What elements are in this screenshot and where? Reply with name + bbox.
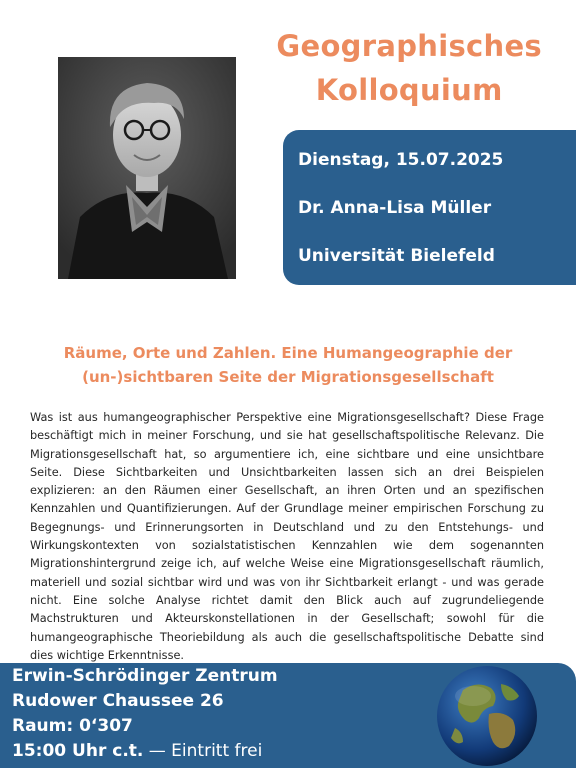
event-info-box xyxy=(283,130,576,285)
talk-title-line-2: (un-)sichtbaren Seite der Migrationsgesellschaft xyxy=(82,368,494,386)
venue-room: Raum: 0‘307 xyxy=(12,716,133,736)
venue-time-row xyxy=(12,741,262,761)
talk-abstract: Was ist aus humangeographischer Perspektive eine Migrationsgesellschaft? Diese Frage beschäftigt mich in meiner Forschung, und sie hat gesellschaftspolitische Relevanz. Die Migrationsgesellschaft hat, so argumentiere ich, eine sichtbare und eine unsichtbare Seite. Diese Sichtbarkeiten und Unsichtbarkeiten lassen sich an drei Beispielen explizieren: an den Räumen einer Gesellschaft, an ihren Orten und an spezifischen Kennzahlen und Quantifizierungen. Auf der Grundlage meiner empirischen Forschung zu Begegnungs- und Erinnerungsorten in Deutschland und zu den Entstehungs- und Wirkungskontexten von sozialstatistischen Kennzahlen wie dem sogenannten Migrationshintergrund zeige ich, auf welche Weise eine Migrationsgesellschaft räumlich, materiell und sozial sichtbar wird und was von ihr Sichtbarkeit erlangt - und was gerade nicht. Eine solche Analyse richtet damit den Blick auch auf zugrundeliegende Machstrukturen und Akteurskonstellationen in der Gesellschaft; sowohl für die humangeographische Theoriebildung als auch die gesellschaftspolitische Debatte sind dies wichtige Erkenntnisse. xyxy=(30,411,544,662)
earth-globe-image xyxy=(433,662,541,770)
title-line-1: Geographisches xyxy=(276,29,542,63)
title-line-2: Kolloquium xyxy=(315,73,503,107)
speaker-photo xyxy=(58,57,236,279)
globe-icon xyxy=(433,662,541,770)
talk-title-line-1: Räume, Orte und Zahlen. Eine Humangeographie der xyxy=(63,344,513,362)
speaker-affiliation: Universität Bielefeld xyxy=(298,246,495,266)
speaker-name: Dr. Anna-Lisa Müller xyxy=(298,198,492,218)
talk-title xyxy=(40,341,536,389)
venue-admission: — Eintritt frei xyxy=(143,741,263,761)
venue-time: 15:00 Uhr c.t. xyxy=(12,741,144,761)
event-date: Dienstag, 15.07.2025 xyxy=(298,150,504,170)
venue-street: Rudower Chaussee 26 xyxy=(12,691,224,711)
venue-building: Erwin-Schrödinger Zentrum xyxy=(12,666,278,686)
speaker-portrait-image xyxy=(58,57,236,279)
poster-title xyxy=(276,24,542,112)
